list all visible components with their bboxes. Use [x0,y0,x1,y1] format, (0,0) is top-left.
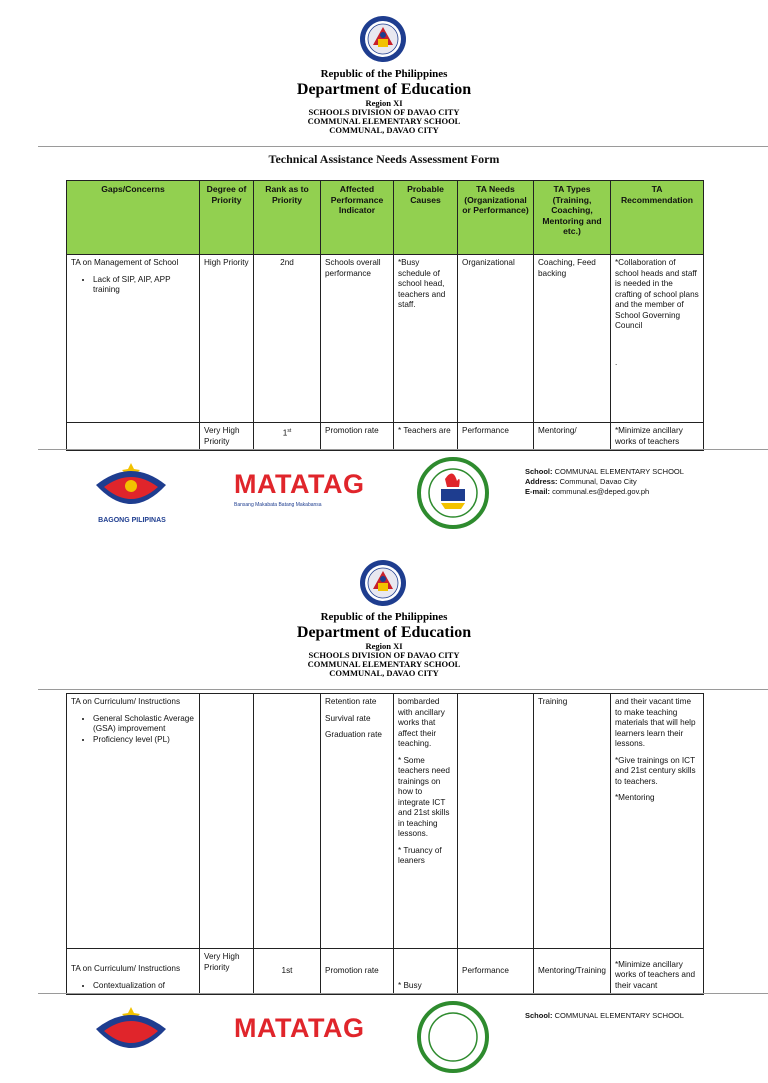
cell-indicator: Promotion rate [321,949,394,995]
col-header-needs: TA Needs (Organizational or Performance) [458,181,534,255]
contact-school-line [525,467,684,477]
email-value: communal.es@deped.gov.ph [552,487,650,496]
cell-rank [254,694,321,949]
school-value: COMMUNAL ELEMENTARY SCHOOL [554,467,684,476]
cell-causes [394,694,458,949]
cell-rank [254,423,321,451]
cell-gap [67,949,200,995]
col-header-indicator: Affected Performance Indicator [321,181,394,255]
rank-suffix: st [287,428,292,434]
email-label: E-mail: [525,487,551,496]
gap-bullet: • Contextualization of [93,981,195,992]
table-header-row [67,181,704,255]
deped-seal-icon [359,559,407,607]
school-contact [525,1011,684,1021]
cell-rank: 2nd [254,255,321,423]
footer [0,455,768,539]
school-logo-icon [417,1001,489,1073]
cell-degree: High Priority [200,255,254,423]
recommendation-extra: . [615,357,618,367]
cell-gap [67,255,200,423]
school-value: COMMUNAL ELEMENTARY SCHOOL [554,1011,684,1020]
header-republic: Republic of the Philippines [320,611,448,623]
col-header-causes: Probable Causes [394,181,458,255]
indicator-graduation: Graduation rate [325,730,382,739]
cell-indicator: Promotion rate [321,423,394,451]
gap-bullet: • General Scholastic Average (GSA) improvement [93,714,195,735]
cell-recommendation [611,255,704,423]
bagong-pilipinas-logo-icon [86,459,176,513]
cell-needs: Performance [458,949,534,995]
col-header-rank: Rank as to Priority [254,181,321,255]
rec-ict-training: *Give trainings on ICT and 21st century skills to teachers. [615,755,696,786]
contact-email-line [525,487,684,497]
cell-degree: Very High Priority [200,423,254,451]
col-header-gaps: Gaps/Concerns [67,181,200,255]
cause-ict: * Some teachers need trainings on how to integrate ICT and 21st skills in teaching lessons. [398,755,450,838]
cell-recommendation: *Minimize ancillary works of teachers [611,423,704,451]
header-region: Region XI [365,98,403,108]
form-title: Technical Assistance Needs Assessment Form [268,152,500,166]
header-location: COMMUNAL, DAVAO CITY [329,668,439,678]
header-divider [38,689,768,690]
header-location: COMMUNAL, DAVAO CITY [329,125,439,135]
matatag-logo: MATATAG [234,1013,365,1043]
rec-vacant-time: and their vacant time to make teaching materials that will help learners learn their lessons. [615,697,696,748]
cell-indicator: Schools overall performance [321,255,394,423]
school-label: School: [525,467,553,476]
contact-school-line [525,1011,684,1021]
bagong-pilipinas-label: BAGONG PILIPINAS [98,517,166,524]
table-row [67,255,704,423]
cell-degree [200,694,254,949]
cause-truancy: * Truancy of leaners [398,845,442,865]
cell-indicator [321,694,394,949]
cell-rank: 1st [254,949,321,995]
header-department: Department of Education [296,81,472,98]
header-division: SCHOOLS DIVISION OF DAVAO CITY [308,107,460,117]
table-row [67,949,704,995]
cell-degree: Very High Priority [200,949,254,995]
gap-bullet: • Proficiency level (PL) [93,735,195,746]
ta-table-page-2 [66,693,704,995]
gap-title: TA on Management of School [71,258,179,267]
header-school: COMMUNAL ELEMENTARY SCHOOL [307,116,461,126]
address-label: Address: [525,477,558,486]
bagong-pilipinas-logo-icon [86,1003,176,1057]
header-region: Region XI [365,641,403,651]
header-divider [38,146,768,147]
gap-title: TA on Curriculum/ Instructions [71,697,181,706]
gap-title: TA on Curriculum/ Instructions [71,964,181,973]
recommendation-text: *Collaboration of school heads and staff is needed in the crafting of school plans and the member of School Governing Council [615,258,699,330]
contact-address-line [525,477,684,487]
cell-causes: * Busy [394,949,458,995]
indicator-retention: Retention rate [325,697,377,706]
header-division: SCHOOLS DIVISION OF DAVAO CITY [308,650,460,660]
school-label: School: [525,1011,553,1020]
col-header-recommendation: TA Recommendation [611,181,704,255]
col-header-degree: Degree of Priority [200,181,254,255]
header-republic: Republic of the Philippines [320,68,448,80]
footer-divider [38,449,768,450]
cell-needs [458,694,534,949]
cell-types: Mentoring/ [534,423,611,451]
cause-ancillary: bombarded with ancillary works that affect their teaching. [398,697,445,748]
cell-needs: Organizational [458,255,534,423]
matatag-logo: MATATAG [234,469,365,499]
table-row [67,423,704,451]
ta-table-page-1 [66,180,704,451]
page-2 [0,545,768,1043]
school-logo-icon [417,457,489,529]
indicator-survival: Survival rate [325,713,371,723]
cell-recommendation [611,694,704,949]
cell-gap [67,694,200,949]
header-school: COMMUNAL ELEMENTARY SCHOOL [307,659,461,669]
matatag-tagline: Bansang Makabata Batang Makabansa [234,502,322,508]
cell-gap [67,423,200,451]
cell-types: Training [534,694,611,949]
cell-types: Coaching, Feed backing [534,255,611,423]
col-header-types: TA Types (Training, Coaching, Mentoring and etc.) [534,181,611,255]
school-contact [525,467,684,497]
footer [0,999,768,1083]
deped-seal-icon [359,15,407,63]
rank-value: 1 [282,428,288,438]
rec-mentoring: *Mentoring [615,793,655,802]
address-value: Communal, Davao City [559,477,637,486]
footer-divider [38,993,768,994]
cell-causes: *Busy schedule of school head, teachers and staff. [394,255,458,423]
cell-types: Mentoring/Training [534,949,611,995]
cell-needs: Performance [458,423,534,451]
cell-recommendation: *Minimize ancillary works of teachers and their vacant [611,949,704,995]
header-department: Department of Education [296,624,472,641]
table-row [67,694,704,949]
cell-causes: * Teachers are [394,423,458,451]
gap-bullet: • Lack of SIP, AIP, APP training [93,275,195,296]
